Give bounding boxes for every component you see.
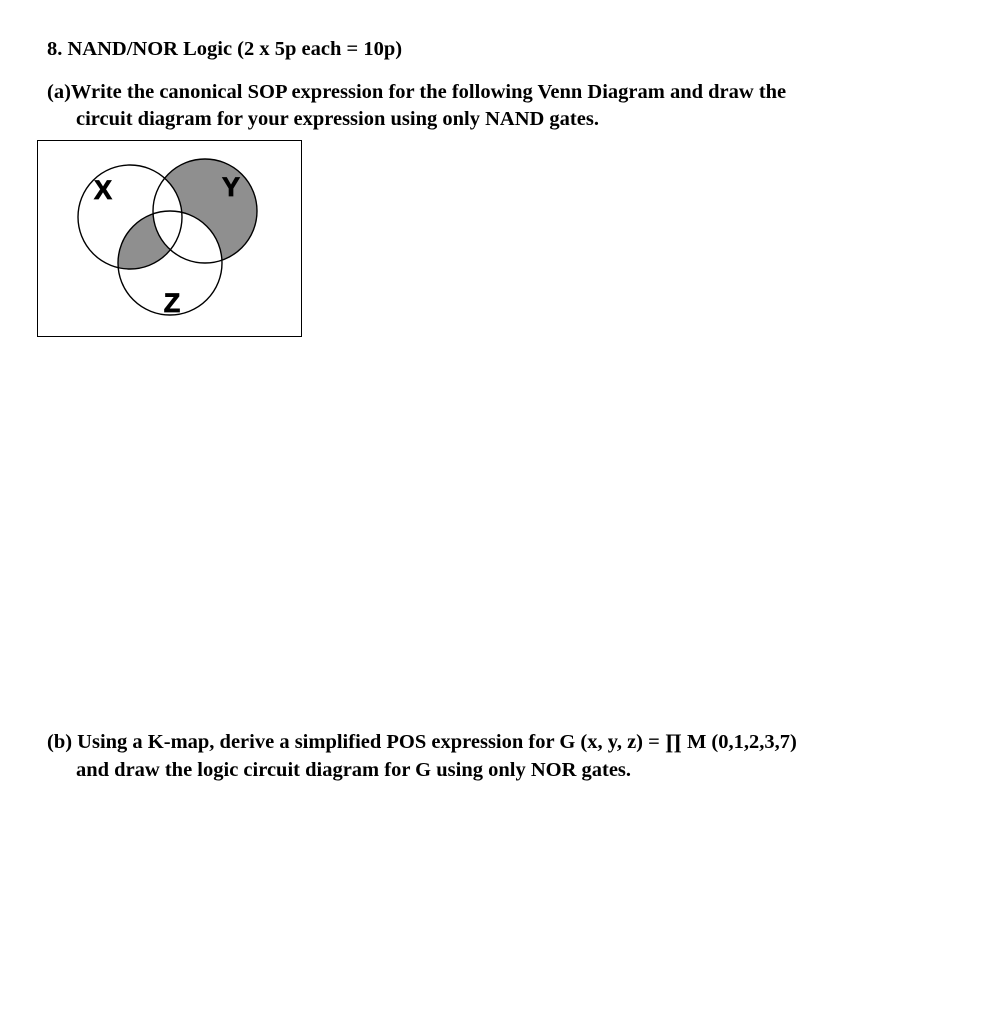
venn-diagram (38, 141, 300, 335)
part-b-text-line2: and draw the logic circuit diagram for G using only NOR gates. (76, 759, 632, 781)
venn-diagram-box (37, 140, 302, 337)
venn-label-y: Y (221, 172, 241, 202)
venn-label-z: Z (163, 288, 181, 318)
part-b-text-line1: (b) Using a K-map, derive a simplified POS expression for G (x, y, z) = ∏ M (0,1,2,3,7) (47, 731, 797, 753)
question-heading: 8. NAND/NOR Logic (2 x 5p each = 10p) (47, 38, 403, 60)
venn-label-x: X (93, 175, 113, 205)
part-a-text-line1: (a)Write the canonical SOP expression for the following Venn Diagram and draw the (47, 81, 787, 103)
part-a-text-line2: circuit diagram for your expression using only NAND gates. (76, 108, 599, 130)
